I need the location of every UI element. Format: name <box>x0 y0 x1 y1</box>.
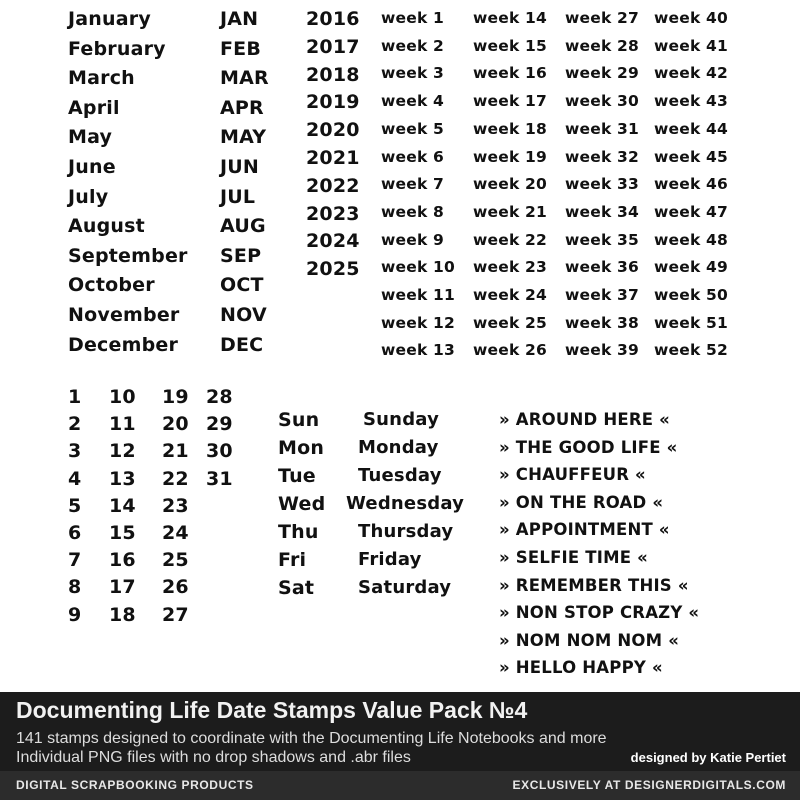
week-stamp: week 38 <box>565 313 640 332</box>
day-number-stamp: 26 <box>162 576 189 599</box>
month-stamp: October <box>68 274 155 297</box>
week-stamp: week 16 <box>473 64 548 83</box>
phrase-stamp: » ON THE ROAD « <box>499 492 664 512</box>
week-stamp: week 33 <box>565 175 640 194</box>
week-stamp: week 28 <box>565 36 640 55</box>
day-number-stamp: 4 <box>68 467 82 490</box>
day-number-stamp: 3 <box>68 440 82 463</box>
day-long-stamp: Wednesday <box>346 493 465 514</box>
day-long-stamp: Saturday <box>358 577 452 598</box>
day-long-stamp: Thursday <box>358 521 454 542</box>
day-number-stamp: 31 <box>206 467 233 490</box>
month-abbr-stamp: APR <box>220 96 264 119</box>
week-stamp: week 1 <box>381 9 445 27</box>
phrase-stamp: » CHAUFFEUR « <box>499 465 646 485</box>
week-stamp: week 51 <box>654 313 729 332</box>
week-stamp: week 45 <box>654 147 729 166</box>
week-stamp: week 48 <box>654 230 729 249</box>
day-number-stamp: 15 <box>109 522 136 544</box>
week-stamp: week 49 <box>654 258 729 277</box>
day-number-stamp: 28 <box>206 386 233 408</box>
phrase-stamp: » NOM NOM NOM « <box>499 630 680 650</box>
day-long-stamp: Friday <box>358 549 422 570</box>
month-abbr-stamp: DEC <box>220 333 264 356</box>
phrase-stamp: » SELFIE TIME « <box>499 548 648 567</box>
week-stamp: week 27 <box>565 9 640 27</box>
day-number-stamp: 16 <box>109 549 136 572</box>
day-long-stamp: Monday <box>358 437 439 458</box>
week-stamp: week 26 <box>473 341 548 360</box>
week-stamp: week 50 <box>654 286 729 304</box>
month-stamp: January <box>68 8 151 30</box>
year-stamp: 2024 <box>306 230 360 253</box>
month-stamp: June <box>68 156 116 178</box>
day-long-stamp: Sunday <box>363 409 440 430</box>
week-stamp: week 37 <box>565 286 640 304</box>
month-abbr-stamp: NOV <box>220 304 267 326</box>
phrase-stamp: » NON STOP CRAZY « <box>499 603 700 623</box>
month-abbr-stamp: AUG <box>220 215 266 238</box>
week-stamp: week 18 <box>473 119 548 138</box>
day-number-stamp: 1 <box>68 386 82 408</box>
day-number-stamp: 30 <box>206 440 233 463</box>
week-stamp: week 34 <box>565 202 640 221</box>
day-number-stamp: 23 <box>162 494 189 517</box>
week-stamp: week 29 <box>565 64 640 83</box>
week-stamp: week 19 <box>473 147 548 166</box>
day-number-stamp: 22 <box>162 467 189 490</box>
week-stamp: week 13 <box>381 341 456 360</box>
day-short-stamp: Thu <box>278 521 319 543</box>
week-stamp: week 31 <box>565 119 640 138</box>
month-stamp: December <box>68 333 179 356</box>
day-number-stamp: 18 <box>109 603 136 626</box>
phrase-stamp: » THE GOOD LIFE « <box>499 437 678 457</box>
day-short-stamp: Mon <box>278 437 325 459</box>
week-stamp: week 32 <box>565 147 640 166</box>
designer-credit: designed by Katie Pertiet <box>630 750 786 765</box>
day-number-stamp: 2 <box>68 413 82 436</box>
phrase-stamp: » REMEMBER THIS « <box>499 575 689 595</box>
year-stamp: 2016 <box>306 8 360 30</box>
week-stamp: week 4 <box>381 92 445 111</box>
week-stamp: week 6 <box>381 147 445 166</box>
year-stamp: 2020 <box>306 119 360 142</box>
week-stamp: week 25 <box>473 313 548 332</box>
month-abbr-stamp: MAY <box>220 126 267 149</box>
week-stamp: week 2 <box>381 36 445 55</box>
day-number-stamp: 13 <box>109 467 136 490</box>
phrase-stamp: » HELLO HAPPY « <box>499 658 663 678</box>
day-number-stamp: 8 <box>68 576 82 599</box>
day-short-stamp: Wed <box>278 493 326 515</box>
phrase-stamp: » AROUND HERE « <box>499 410 671 429</box>
product-title: Documenting Life Date Stamps Value Pack №4 <box>16 697 528 723</box>
phrase-stamp: » APPOINTMENT « <box>499 520 670 540</box>
month-stamp: September <box>68 244 188 267</box>
footer-banner <box>0 692 800 800</box>
day-number-stamp: 5 <box>68 494 82 517</box>
day-number-stamp: 20 <box>162 413 189 436</box>
week-stamp: week 3 <box>381 64 445 83</box>
product-description: 141 stamps designed to coordinate with the Documenting Life Notebooks and more <box>16 730 607 747</box>
day-long-stamp: Tuesday <box>358 465 442 486</box>
day-number-stamp: 25 <box>162 549 189 572</box>
month-abbr-stamp: FEB <box>220 37 262 60</box>
month-abbr-stamp: JUN <box>220 156 259 178</box>
week-stamp: week 7 <box>381 175 445 194</box>
month-stamp: July <box>68 185 109 208</box>
month-stamp: November <box>68 304 180 326</box>
day-number-stamp: 17 <box>109 576 136 599</box>
week-stamp: week 21 <box>473 202 548 221</box>
week-stamp: week 46 <box>654 175 729 194</box>
month-abbr-stamp: JAN <box>220 8 259 30</box>
week-stamp: week 10 <box>381 258 456 277</box>
product-details: Individual PNG files with no drop shadows and .abr files <box>16 749 411 766</box>
week-stamp: week 17 <box>473 92 548 111</box>
week-stamp: week 23 <box>473 258 548 277</box>
month-abbr-stamp: SEP <box>220 244 262 267</box>
day-number-stamp: 12 <box>109 440 136 463</box>
day-number-stamp: 24 <box>162 522 189 544</box>
week-stamp: week 11 <box>381 286 456 304</box>
week-stamp: week 14 <box>473 9 548 27</box>
day-number-stamp: 9 <box>68 603 82 626</box>
week-stamp: week 36 <box>565 258 640 277</box>
day-number-stamp: 7 <box>68 549 82 572</box>
month-abbr-stamp: OCT <box>220 274 264 297</box>
week-stamp: week 44 <box>654 119 729 138</box>
month-abbr-stamp: MAR <box>220 67 269 90</box>
week-stamp: week 30 <box>565 92 640 111</box>
week-stamp: week 39 <box>565 341 640 360</box>
year-stamp: 2019 <box>306 91 360 114</box>
week-stamp: week 9 <box>381 230 445 249</box>
day-number-stamp: 10 <box>109 386 136 408</box>
year-stamp: 2025 <box>306 258 360 281</box>
day-number-stamp: 21 <box>162 440 189 463</box>
month-stamp: April <box>68 96 120 119</box>
week-stamp: week 42 <box>654 64 729 83</box>
month-abbr-stamp: JUL <box>220 185 256 208</box>
day-number-stamp: 27 <box>162 603 189 626</box>
year-stamp: 2023 <box>306 202 360 225</box>
week-stamp: week 15 <box>473 36 548 55</box>
week-stamp: week 24 <box>473 286 548 304</box>
week-stamp: week 35 <box>565 230 640 249</box>
week-stamp: week 40 <box>654 9 729 27</box>
year-stamp: 2021 <box>306 147 360 169</box>
month-stamp: March <box>68 67 135 90</box>
month-stamp: August <box>68 215 145 238</box>
week-stamp: week 43 <box>654 92 729 111</box>
day-short-stamp: Tue <box>278 465 316 487</box>
week-stamp: week 47 <box>654 202 729 221</box>
week-stamp: week 20 <box>473 175 548 194</box>
month-stamp: February <box>68 37 166 60</box>
day-number-stamp: 29 <box>206 413 233 436</box>
week-stamp: week 52 <box>654 341 729 360</box>
year-stamp: 2018 <box>306 63 360 86</box>
week-stamp: week 12 <box>381 313 456 332</box>
day-short-stamp: Fri <box>278 549 307 571</box>
footer-store: EXCLUSIVELY AT DESIGNERDIGITALS.COM <box>512 778 786 792</box>
day-number-stamp: 11 <box>109 413 136 436</box>
year-stamp: 2022 <box>306 174 360 197</box>
week-stamp: week 5 <box>381 119 445 138</box>
day-number-stamp: 14 <box>109 494 136 517</box>
month-stamp: May <box>68 126 113 149</box>
week-stamp: week 8 <box>381 202 445 221</box>
week-stamp: week 41 <box>654 36 729 55</box>
day-short-stamp: Sat <box>278 577 315 599</box>
year-stamp: 2017 <box>306 35 360 58</box>
week-stamp: week 22 <box>473 230 548 249</box>
day-number-stamp: 6 <box>68 522 82 544</box>
day-number-stamp: 19 <box>162 386 189 408</box>
day-short-stamp: Sun <box>278 409 320 431</box>
footer-category: DIGITAL SCRAPBOOKING PRODUCTS <box>16 778 254 792</box>
